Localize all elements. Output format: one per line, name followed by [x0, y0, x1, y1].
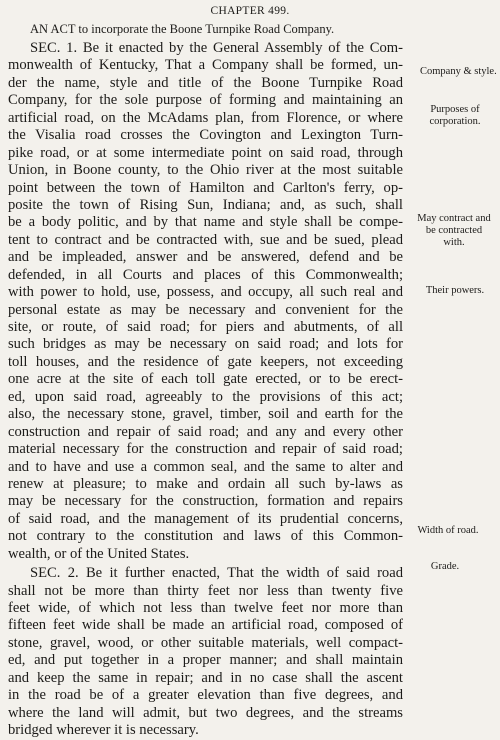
section-1-line: posite the town of Rising Sun, Indiana; and, as such, shall: [8, 196, 403, 213]
margin-note-contract: May contract and be contracted with.: [417, 213, 491, 248]
section-1-line: be a body politic, and by that name and style shall be compe-: [8, 214, 403, 231]
section-1-line: Company, for the sole purpose of forming and maintaining an: [8, 92, 403, 109]
chapter-heading: CHAPTER 499.: [210, 5, 290, 17]
section-1-line: pike road, or at some intermediate point on said road, through: [8, 144, 403, 161]
section-1-line: also, the necessary stone, gravel, timber, soil and earth for the: [8, 406, 403, 423]
section-1-line: one acre at the site of each toll gate erected, or to be erect-: [8, 371, 403, 388]
section-2-line: ed, and put together in a proper manner; and shall maintain: [8, 652, 403, 669]
section-1-line: toll houses, and the residence of gate keepers, not exceeding: [8, 353, 403, 370]
section-1-line: renew at pleasure; to make and ordain all such by-laws as: [8, 475, 403, 492]
margin-note-company-style: Company & style.: [420, 66, 497, 77]
section-1-line: material necessary for the construction and repair of said road;: [8, 441, 403, 458]
section-1-line: construction and repair of said road; and any and every other: [8, 423, 403, 440]
body-text: [8, 40, 403, 740]
section-1-line: SEC. 1. Be it enacted by the General Assembly of the Com-: [30, 40, 403, 56]
section-2-line: where the land will admit, but two degrees, and the streams: [8, 704, 403, 721]
section-2-line: stone, gravel, wood, or other suitable materials, well compact-: [8, 634, 403, 651]
section-1-line: not contrary to the constitution and laws of this Common-: [8, 528, 403, 545]
section-2-line: in the road be of a greater elevation than five degrees, and: [8, 687, 403, 704]
section-2: [8, 565, 403, 739]
section-1-line: personal estate as may be necessary and convenient for the: [8, 301, 403, 318]
margin-note-powers: Their powers.: [425, 285, 485, 296]
section-1: [8, 40, 403, 563]
section-1-line: the Visalia road crosses the Covington and Lexington Turn-: [8, 127, 403, 144]
section-1-line: artificial road, on the McAdams plan, from Florence, or where: [8, 109, 403, 126]
section-1-line: ed, upon said road, agreeably to the provisions of this act;: [8, 388, 403, 405]
section-2-line: SEC. 2. Be it further enacted, That the width of said road: [30, 565, 403, 582]
section-1-line: defended, in all Courts and places of this Commonwealth;: [8, 266, 403, 283]
section-1-line: site, or route, of said road; for piers and abutments, of all: [8, 319, 403, 335]
section-1-line: tent to contract and be contracted with, sue and be sued, plead: [8, 231, 403, 248]
section-1-line: and be impleaded, answer and be answered, defend and be: [8, 249, 403, 266]
section-1-line: monwealth of Kentucky, That a Company shall be formed, un-: [8, 57, 403, 74]
act-title: AN ACT to incorporate the Boone Turnpike Road Company.: [30, 22, 335, 36]
section-2-line: feet wide, of which not less than twelve feet nor more than: [8, 600, 403, 616]
section-1-line: der the name, style and title of the Boone Turnpike Road: [8, 74, 403, 91]
section-1-line: wealth, or of the United States.: [8, 545, 190, 562]
margin-note-grade: Grade.: [430, 561, 460, 572]
section-1-line: with power to hold, use, possess, and occupy, all such real and: [8, 284, 403, 301]
margin-note-purposes: Purposes of corporation.: [429, 104, 481, 127]
section-1-line: and to have and use a common seal, and the same to alter and: [8, 458, 403, 475]
section-2-line: shall not be more than thirty feet nor less than twenty five: [8, 582, 403, 599]
section-1-line: such bridges as may be necessary on said road; and lots for: [8, 336, 403, 353]
section-1-line: may be necessary for the construction, formation and repairs: [8, 493, 403, 510]
section-1-line: point between the town of Hamilton and Carlton's ferry, op-: [8, 179, 403, 196]
section-1-line: Union, in Boone county, to the Ohio river at the most suitable: [8, 162, 403, 179]
section-1-line: of said road, and the management of its prudential concerns,: [8, 510, 403, 527]
section-2-line: and keep the same in repair; and in no case shall the ascent: [8, 669, 403, 686]
section-2-line: bridged wherever it is necessary.: [8, 722, 199, 739]
section-2-line: fifteen feet wide shall be made an artificial road, composed of: [8, 617, 403, 634]
margin-note-width: Width of road.: [417, 525, 479, 536]
